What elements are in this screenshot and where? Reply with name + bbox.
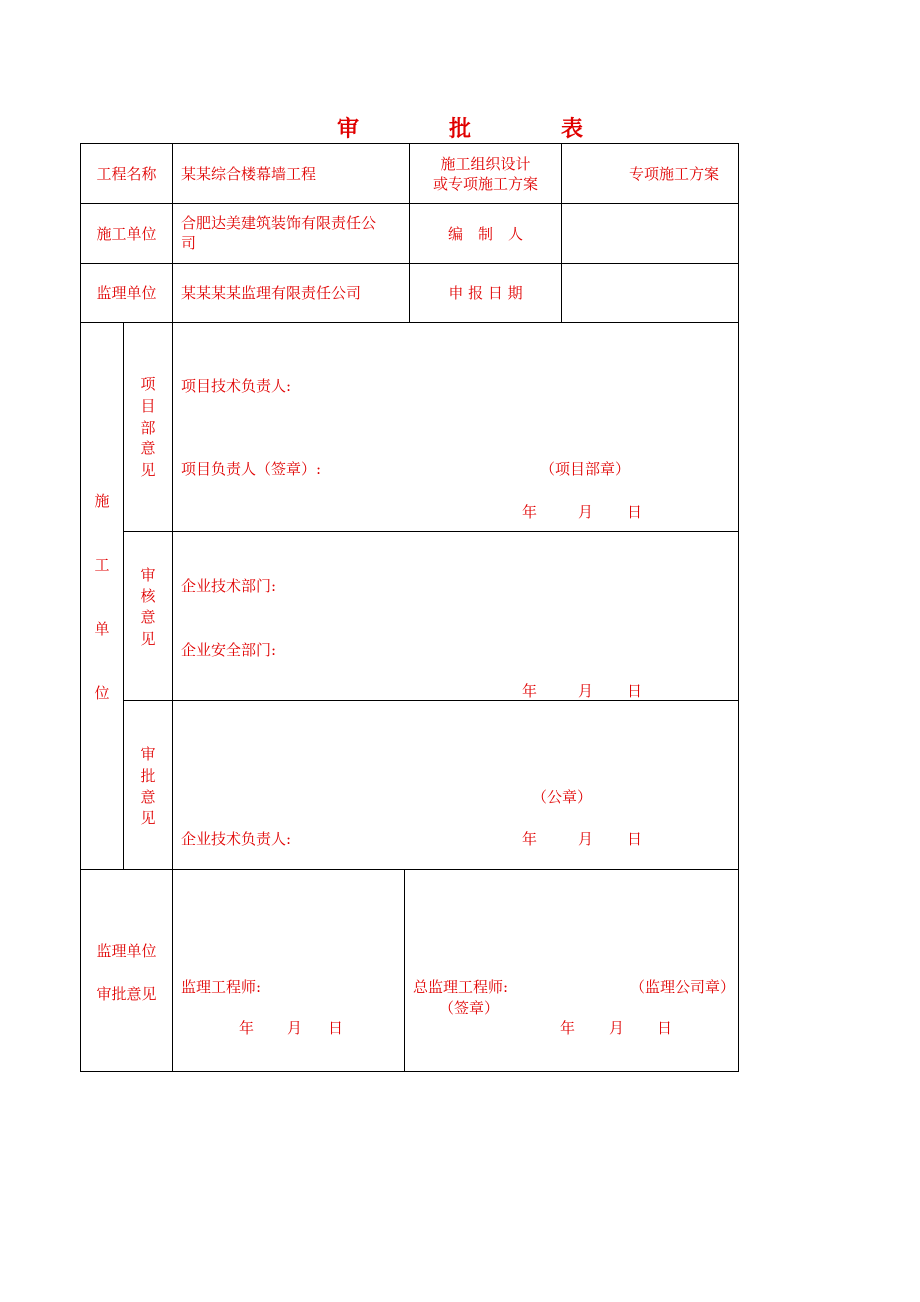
date-year: 年	[522, 830, 538, 848]
chief-engineer-label: 总监理工程师:	[413, 978, 509, 996]
project-dept-label-char: 意	[140, 439, 156, 457]
approval-label-char: 批	[140, 767, 156, 785]
report-date-label: 申 报 日 期	[448, 284, 523, 302]
construction-side-label-char: 工	[94, 556, 110, 574]
col-divider	[561, 143, 562, 323]
project-dept-label-char: 项	[140, 375, 156, 393]
date-month: 月	[578, 830, 594, 848]
enterprise-tech-dept-label: 企业技术部门:	[181, 577, 277, 595]
project-dept-seal: （项目部章）	[540, 460, 631, 478]
date-year: 年	[522, 503, 538, 521]
col-divider	[172, 143, 173, 1072]
construction-unit-value-line1: 合肥达美建筑装饰有限责任公	[181, 214, 377, 232]
date-day: 日	[328, 1019, 344, 1037]
table-border-right	[738, 143, 739, 1072]
supervision-side-label-line1: 监理单位	[96, 942, 157, 960]
page-title: 审 批 表	[336, 117, 617, 142]
review-label-char: 审	[140, 566, 156, 584]
date-month: 月	[609, 1019, 625, 1037]
row-divider	[123, 700, 739, 701]
date-month: 月	[287, 1019, 303, 1037]
date-year: 年	[560, 1019, 576, 1037]
compiler-label: 编 制 人	[447, 225, 523, 243]
review-label-char: 意	[140, 608, 156, 626]
date-day: 日	[627, 503, 643, 521]
project-dept-label-char: 见	[140, 461, 156, 479]
supervision-company-seal: （监理公司章）	[630, 978, 736, 996]
project-dept-label-char: 部	[140, 419, 156, 437]
approval-label-char: 意	[140, 788, 156, 806]
supervising-engineer-label: 监理工程师:	[181, 978, 262, 996]
col-divider	[404, 869, 405, 1072]
date-day: 日	[657, 1019, 673, 1037]
date-month: 月	[578, 503, 594, 521]
plan-type-label-line1: 施工组织设计	[440, 155, 531, 173]
plan-type-label-line2: 或专项施工方案	[432, 175, 538, 193]
project-name-label: 工程名称	[96, 165, 157, 183]
date-month: 月	[578, 682, 594, 700]
construction-unit-value-line2: 司	[181, 234, 197, 252]
approval-label-char: 审	[140, 745, 156, 763]
row-divider	[80, 869, 739, 870]
review-label-char: 见	[140, 630, 156, 648]
company-seal: （公章）	[532, 788, 593, 806]
date-day: 日	[627, 830, 643, 848]
project-tech-lead-label: 项目技术负责人:	[181, 377, 292, 395]
construction-side-label-char: 施	[94, 492, 110, 510]
construction-side-label-char: 单	[94, 620, 110, 638]
table-border-bottom	[80, 1071, 739, 1072]
supervision-side-label-line2: 审批意见	[96, 985, 157, 1003]
signature-seal-label: （签章）	[439, 999, 500, 1017]
project-name-value: 某某综合楼幕墙工程	[181, 165, 317, 183]
enterprise-tech-lead-label: 企业技术负责人:	[181, 830, 292, 848]
date-day: 日	[627, 682, 643, 700]
plan-type-value: 专项施工方案	[629, 165, 720, 183]
project-dept-label-char: 目	[140, 397, 156, 415]
date-year: 年	[522, 682, 538, 700]
construction-unit-label: 施工单位	[96, 225, 157, 243]
review-label-char: 核	[140, 587, 156, 605]
enterprise-safety-dept-label: 企业安全部门:	[181, 641, 277, 659]
row-divider	[123, 531, 739, 532]
construction-side-label-char: 位	[94, 684, 110, 702]
date-year: 年	[239, 1019, 255, 1037]
supervision-unit-value: 某某某某监理有限责任公司	[181, 284, 362, 302]
approval-label-char: 见	[140, 809, 156, 827]
supervision-unit-label: 监理单位	[96, 284, 157, 302]
project-manager-label: 项目负责人（签章）:	[181, 460, 322, 478]
